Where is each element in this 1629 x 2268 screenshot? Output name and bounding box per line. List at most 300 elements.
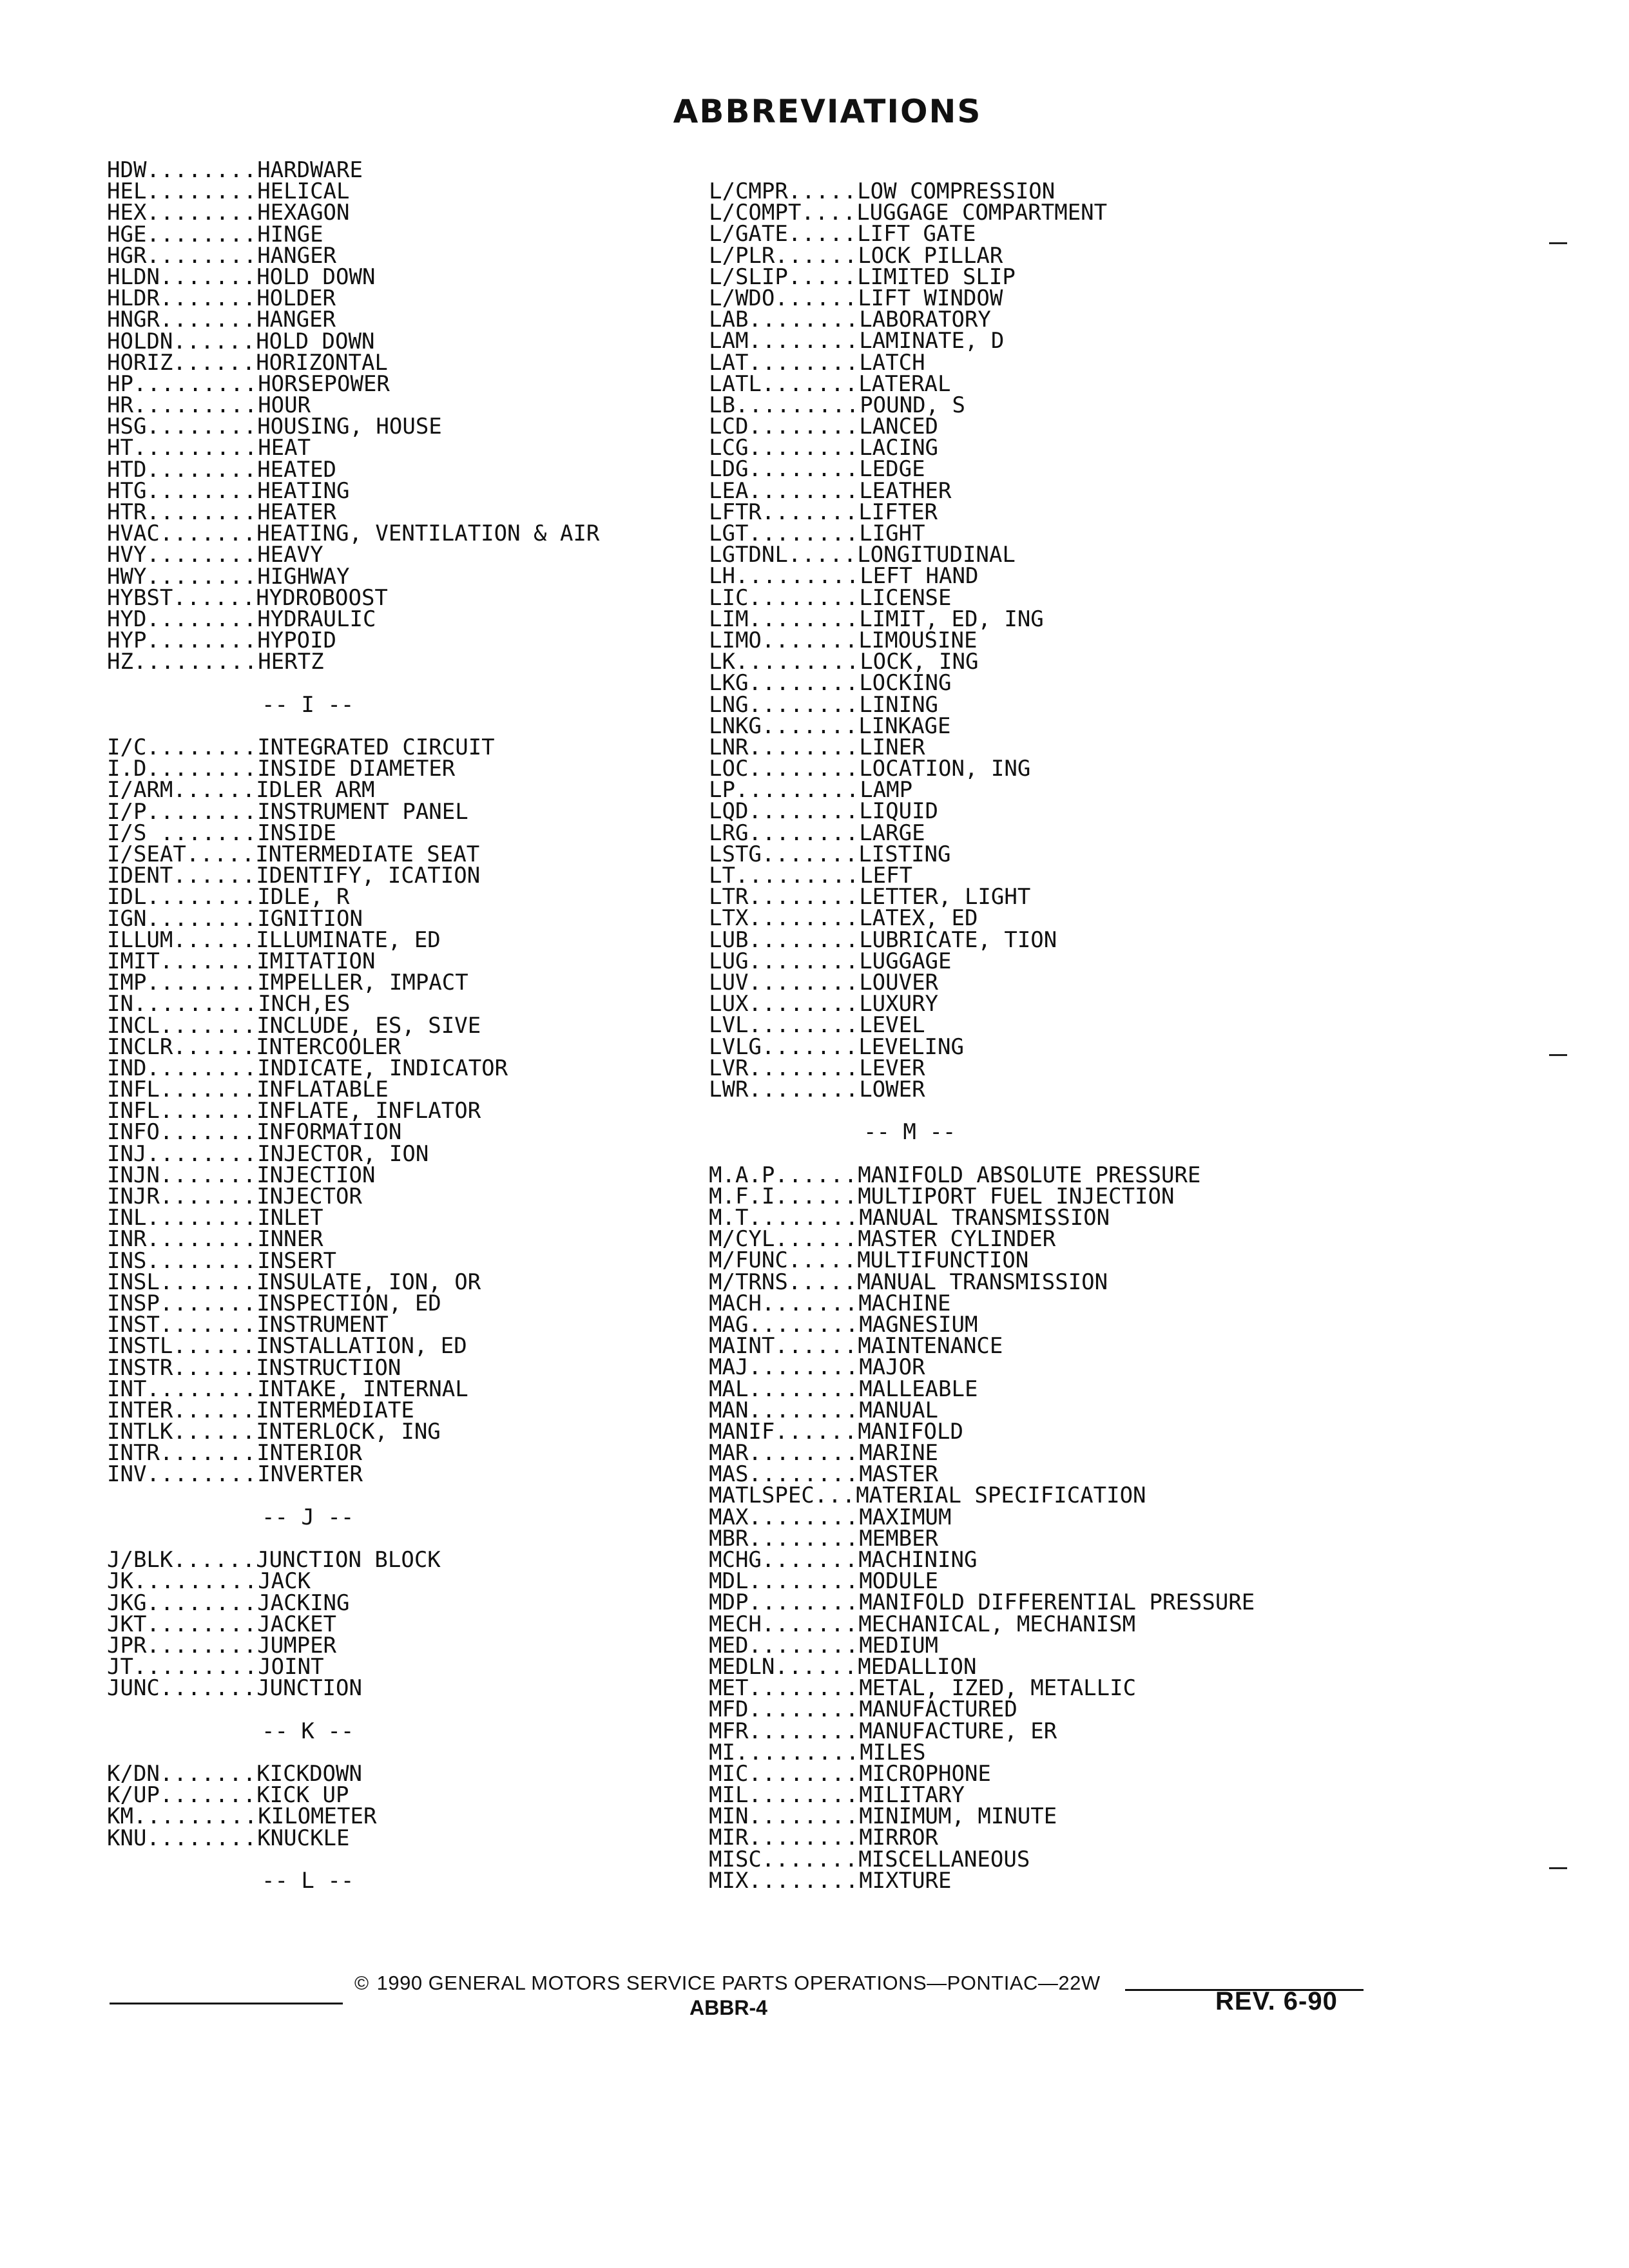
abbreviation-code: JKT (107, 1611, 147, 1637)
leader-dots: ....... (761, 1846, 859, 1872)
abbreviation-definition: INFLATE, INFLATOR (256, 1098, 481, 1124)
leader-dots: ........ (146, 456, 258, 483)
abbreviation-definition: MISCELLANEOUS (858, 1846, 1030, 1872)
abbreviation-definition: LOCK PILLAR (858, 242, 1003, 269)
leader-dots: ........ (748, 1525, 860, 1552)
abbreviation-code: INS (107, 1247, 147, 1274)
leader-dots: ........ (146, 1461, 258, 1488)
abbreviation-code: MECH (709, 1611, 762, 1637)
abbreviation-column-left (107, 157, 600, 1894)
abbreviation-definition: MASTER CYLINDER (858, 1226, 1056, 1253)
abbreviation-definition: INTEGRATED CIRCUIT (257, 735, 495, 761)
abbreviation-definition: INLET (257, 1205, 323, 1231)
abbreviation-definition: HANGER (257, 242, 337, 269)
leader-dots: ........ (146, 628, 258, 654)
abbreviation-definition: MAGNESIUM (859, 1311, 978, 1338)
abbreviation-code: M.A.P (709, 1162, 775, 1188)
leader-dots: ....... (761, 627, 859, 653)
abbreviation-code: M/CYL (709, 1226, 775, 1253)
leader-dots: ........ (748, 1825, 860, 1851)
abbreviation-definition: MIRROR (859, 1825, 939, 1851)
abbreviation-definition: INCLUDE, ES, SIVE (256, 1012, 481, 1039)
leader-dots: ...... (173, 349, 256, 376)
abbreviation-definition: LINING (859, 691, 939, 718)
abbreviation-definition: IMPELLER, IMPACT (257, 970, 468, 996)
abbreviation-code: LK (709, 649, 735, 675)
abbreviation-code: INL (107, 1205, 147, 1231)
abbreviation-definition: MALLEABLE (859, 1376, 978, 1402)
abbreviation-definition: LEATHER (859, 477, 952, 504)
abbreviation-code: M/FUNC (709, 1247, 788, 1274)
abbreviation-code: MIR (709, 1825, 749, 1851)
abbreviation-code: MANIF (709, 1418, 775, 1445)
abbreviation-entry (107, 1675, 599, 1702)
leader-dots: ....... (159, 1162, 257, 1188)
abbreviation-code: L/PLR (709, 242, 775, 269)
leader-dots: ......... (133, 435, 258, 461)
abbreviation-definition: LOCK, ING (860, 649, 979, 675)
leader-dots: ....... (761, 841, 859, 867)
abbreviation-code: LUV (709, 969, 749, 995)
abbreviation-definition: HANGER (256, 307, 336, 333)
abbreviation-code: INSTL (107, 1333, 173, 1360)
abbreviation-code: LAT (709, 349, 749, 376)
leader-dots: ....... (159, 1077, 257, 1103)
abbreviation-code: LEA (709, 477, 749, 504)
abbreviation-definition: HEATER (257, 499, 337, 525)
abbreviation-definition: LEFT (860, 863, 913, 889)
leader-dots: ...... (775, 1183, 858, 1209)
abbreviation-definition: MANUFACTURED (859, 1696, 1017, 1723)
abbreviation-entry (107, 1825, 599, 1851)
abbreviation-definition: HELICAL (257, 178, 350, 205)
abbreviation-code: LNG (709, 691, 749, 718)
abbreviation-code: J/BLK (107, 1547, 173, 1573)
leader-dots: ........ (146, 178, 258, 205)
leader-dots: ........ (748, 1675, 860, 1702)
abbreviation-definition: LARGE (859, 820, 925, 846)
abbreviation-definition: KNUCKLE (257, 1825, 350, 1851)
abbreviation-code: MACH (709, 1290, 762, 1316)
abbreviation-code: INV (107, 1461, 147, 1488)
leader-dots: ........ (748, 1376, 860, 1402)
abbreviation-code: LGT (709, 521, 749, 546)
abbreviation-code: MAJ (709, 1354, 749, 1381)
abbreviation-code: LDG (709, 456, 749, 483)
abbreviation-code: HLDN (107, 264, 160, 290)
abbreviation-definition: LOW COMPRESSION (857, 178, 1055, 204)
leader-dots: ........ (146, 1632, 258, 1658)
leader-dots: ........ (748, 307, 860, 333)
abbreviation-definition: LIGHT (859, 521, 925, 546)
abbreviation-definition: POUND, S (860, 392, 965, 418)
abbreviation-code: M.T (709, 1205, 749, 1231)
abbreviation-definition: JUNCTION BLOCK (256, 1547, 441, 1573)
abbreviation-code: LIMO (709, 627, 762, 653)
abbreviation-definition: INSTALLATION, ED (256, 1333, 467, 1360)
abbreviation-definition: LINKAGE (858, 713, 951, 739)
leader-dots: ......... (735, 863, 860, 889)
abbreviation-definition: INTAKE, INTERNAL (257, 1376, 468, 1402)
abbreviation-code: MED (709, 1632, 749, 1658)
section-header: -- M -- (863, 1119, 956, 1146)
section-header: -- J -- (262, 1504, 354, 1530)
abbreviation-code: IND (107, 1055, 147, 1081)
leader-dots: ....... (761, 713, 859, 739)
leader-dots: ....... (159, 285, 257, 312)
leader-dots: ...... (173, 1333, 256, 1360)
abbreviation-code: JPR (107, 1632, 147, 1658)
leader-dots: ....... (159, 1312, 257, 1338)
abbreviation-code: MIX (709, 1867, 749, 1894)
leader-dots: ........ (146, 1055, 258, 1081)
abbreviation-code: INT (107, 1376, 147, 1402)
leader-dots: ........ (748, 349, 860, 376)
abbreviation-code: MIN (709, 1803, 749, 1830)
abbreviation-definition: LONGITUDINAL (857, 542, 1016, 568)
leader-dots: ....... (761, 1290, 859, 1316)
leader-dots: ......... (133, 370, 258, 397)
section-header: -- L -- (262, 1868, 354, 1894)
abbreviation-definition: MANUAL (859, 1397, 939, 1423)
leader-dots: ........ (748, 991, 860, 1017)
abbreviation-definition: IMITATION (256, 948, 376, 974)
leader-dots: ........ (748, 1632, 860, 1658)
leader-dots: ........ (748, 734, 860, 760)
leader-dots: ....... (159, 1119, 257, 1146)
leader-dots: ........ (146, 1590, 258, 1616)
leader-dots: ........ (748, 670, 860, 697)
abbreviation-code: HTG (107, 477, 147, 504)
abbreviation-definition: INCH,ES (258, 991, 351, 1017)
leader-dots: ........ (748, 1076, 860, 1102)
leader-dots: ..... (186, 841, 256, 867)
abbreviation-code: LSTG (709, 841, 762, 867)
abbreviation-definition: LIQUID (859, 798, 939, 825)
abbreviation-definition: HOUR (258, 392, 311, 419)
leader-dots: ........ (146, 884, 258, 910)
abbreviation-code: HGE (107, 221, 147, 247)
leader-dots: ........ (748, 969, 860, 995)
abbreviation-code: HWY (107, 563, 147, 590)
leader-dots: ........ (146, 242, 258, 269)
abbreviation-definition: HYPOID (257, 628, 337, 654)
abbreviation-code: LVL (709, 1012, 749, 1039)
abbreviation-definition: MECHANICAL, MECHANISM (858, 1611, 1136, 1637)
abbreviation-code: M.F.I (709, 1183, 775, 1209)
abbreviation-code: HZ (107, 649, 133, 675)
abbreviation-definition: LIFTER (858, 499, 938, 525)
abbreviation-definition: INNER (257, 1226, 323, 1253)
abbreviation-definition: MULTIFUNCTION (857, 1247, 1029, 1274)
abbreviation-definition: INFLATABLE (256, 1077, 389, 1103)
abbreviation-code: INSP (107, 1290, 160, 1316)
leader-dots: ....... (159, 264, 257, 290)
abbreviation-code: INFL (107, 1077, 160, 1103)
abbreviation-definition: INSPECTION, ED (256, 1290, 441, 1316)
abbreviation-definition: LEVER (859, 1055, 925, 1081)
abbreviation-definition: MINIMUM, MINUTE (859, 1803, 1057, 1830)
abbreviation-definition: HINGE (257, 221, 323, 247)
margin-mark (1549, 242, 1567, 244)
abbreviation-definition: MANIFOLD (858, 1418, 963, 1445)
abbreviation-code: HR (107, 392, 133, 419)
abbreviation-code: IMP (107, 970, 147, 996)
abbreviation-definition: LUGGAGE (859, 948, 952, 974)
leader-dots: ........ (748, 1055, 860, 1081)
leader-dots: ........ (146, 1611, 258, 1637)
leader-dots: ......... (735, 777, 860, 803)
abbreviation-definition: HYDRAULIC (257, 606, 376, 632)
abbreviation-code: IN (107, 991, 133, 1017)
abbreviation-code: INSL (107, 1269, 160, 1295)
abbreviation-code: LOC (709, 756, 749, 782)
leader-dots: ...... (173, 927, 256, 953)
abbreviation-code: I/ARM (107, 777, 173, 803)
abbreviation-code: HORIZ (107, 349, 173, 376)
abbreviation-code: HEX (107, 200, 147, 226)
abbreviation-definition: KICK UP (256, 1782, 349, 1809)
leader-dots: ........ (146, 735, 258, 761)
abbreviation-code: INSTR (107, 1354, 173, 1381)
abbreviation-definition: MULTIPORT FUEL INJECTION (858, 1183, 1175, 1209)
leader-dots: ....... (146, 820, 258, 846)
leader-dots: ......... (133, 1654, 258, 1680)
abbreviation-definition: INJECTOR, ION (257, 1140, 429, 1167)
abbreviation-definition: LABORATORY (859, 307, 991, 333)
abbreviation-code: IMIT (107, 948, 160, 974)
leader-dots: ........ (748, 1803, 860, 1830)
leader-dots: ........ (748, 1590, 860, 1616)
abbreviation-definition: LANCED (859, 414, 939, 440)
margin-mark (1549, 1867, 1567, 1869)
abbreviation-definition: JACKING (257, 1590, 350, 1616)
abbreviation-definition: MATERIAL SPECIFICATION (856, 1483, 1146, 1509)
leader-dots: ........ (146, 157, 258, 183)
leader-dots: ....... (159, 1290, 257, 1316)
abbreviation-code: IGN (107, 905, 147, 932)
leader-dots: ........ (748, 1568, 860, 1595)
abbreviation-definition: LACING (859, 435, 939, 461)
abbreviation-code: HTR (107, 499, 147, 525)
abbreviation-code: MI (709, 1739, 735, 1765)
abbreviation-definition: KICKDOWN (256, 1761, 362, 1787)
abbreviation-code: MBR (709, 1525, 749, 1552)
abbreviation-code: LNR (709, 734, 749, 760)
leader-dots: ......... (735, 649, 860, 675)
copyright-notice (354, 1972, 1101, 1995)
abbreviation-code: L/GATE (709, 221, 788, 247)
abbreviation-code: HSG (107, 414, 147, 440)
leader-dots: ........ (748, 435, 860, 461)
abbreviation-definition: INSTRUMENT (256, 1312, 389, 1338)
abbreviation-code: I/SEAT (107, 841, 186, 867)
abbreviation-code: LNKG (709, 713, 762, 739)
leader-dots: ......... (133, 1803, 258, 1830)
abbreviation-code: INJR (107, 1184, 160, 1209)
leader-dots: ...... (775, 1418, 858, 1445)
abbreviation-definition: METAL, IZED, METALLIC (859, 1675, 1137, 1702)
abbreviation-definition: HIGHWAY (257, 563, 350, 590)
leader-dots: ....... (761, 499, 859, 525)
abbreviation-definition: HARDWARE (257, 157, 363, 183)
abbreviation-code: HVAC (107, 521, 160, 547)
abbreviation-definition: LIMITED SLIP (857, 264, 1016, 290)
abbreviation-code: LWR (709, 1076, 749, 1102)
leader-dots: ......... (735, 563, 860, 590)
leader-dots: ........ (748, 1504, 860, 1530)
abbreviation-code: INTER (107, 1397, 173, 1423)
abbreviation-code: HTD (107, 456, 147, 483)
abbreviation-definition: MASTER (859, 1461, 939, 1488)
abbreviation-code: IDL (107, 884, 147, 910)
abbreviation-definition: HEAT (258, 435, 311, 461)
abbreviation-definition: JOINT (258, 1654, 324, 1680)
section-header: -- I -- (262, 691, 354, 718)
leader-dots: .... (801, 200, 857, 226)
abbreviation-code: K/DN (107, 1761, 160, 1787)
leader-dots: ........ (748, 1782, 860, 1809)
leader-dots: ........ (748, 905, 860, 932)
leader-dots: ..... (787, 178, 858, 204)
leader-dots: ........ (748, 328, 860, 354)
leader-dots: ........ (146, 1226, 258, 1253)
leader-dots: ........ (748, 414, 860, 440)
leader-dots: ....... (159, 1675, 257, 1702)
leader-dots: ........ (146, 970, 258, 996)
leader-dots: ....... (159, 1184, 257, 1209)
leader-dots: ........ (748, 1354, 860, 1381)
leader-dots: ........ (146, 1205, 258, 1231)
abbreviation-code: HEL (107, 178, 147, 205)
abbreviation-definition: LEVEL (859, 1012, 925, 1039)
abbreviation-code: LGTDNL (709, 542, 788, 568)
abbreviation-definition: MAXIMUM (859, 1504, 952, 1530)
abbreviation-definition: HOLD DOWN (256, 328, 375, 354)
abbreviation-definition: HEXAGON (257, 200, 350, 226)
leader-dots: ........ (748, 756, 860, 782)
abbreviation-definition: LOCKING (859, 670, 952, 697)
abbreviation-definition: HEATING, VENTILATION & AIR (256, 521, 600, 547)
leader-dots: ...... (173, 1033, 256, 1060)
abbreviation-code: MAINT (709, 1333, 775, 1360)
abbreviation-definition: LOWER (859, 1076, 925, 1102)
leader-dots: ........ (146, 905, 258, 932)
abbreviation-code: LUB (709, 927, 749, 953)
leader-dots: ....... (761, 1033, 859, 1060)
abbreviation-definition: LISTING (858, 841, 951, 867)
abbreviation-code: LRG (709, 820, 749, 846)
leader-dots: ........ (146, 1376, 258, 1402)
abbreviation-code: JK (107, 1568, 133, 1595)
abbreviation-definition: HEAVY (257, 542, 323, 568)
abbreviation-definition: MANIFOLD ABSOLUTE PRESSURE (858, 1162, 1201, 1188)
abbreviation-definition: LIFT WINDOW (858, 285, 1003, 311)
abbreviation-code: MAG (709, 1311, 749, 1338)
leader-dots: ......... (133, 1568, 258, 1595)
abbreviation-code: MCHG (709, 1547, 762, 1573)
leader-dots: ........ (748, 948, 860, 974)
page-number: ABBR-4 (689, 1996, 767, 2019)
abbreviation-code: MFD (709, 1696, 749, 1723)
revision-label: REV. 6-90 (1215, 1987, 1338, 2015)
spacer (107, 1486, 599, 1507)
abbreviation-code: LQD (709, 798, 749, 825)
copyright-symbol: © (354, 1973, 369, 1994)
abbreviation-definition: MANUFACTURE, ER (859, 1718, 1057, 1744)
leader-dots: ....... (159, 1782, 257, 1809)
abbreviation-code: M/TRNS (709, 1269, 788, 1295)
leader-dots: ........ (748, 1760, 860, 1787)
leader-dots: ........ (748, 1867, 860, 1894)
abbreviation-definition: MODULE (859, 1568, 939, 1595)
abbreviation-definition: IDLER ARM (256, 777, 375, 803)
abbreviation-code: LIM (709, 606, 749, 632)
abbreviation-definition: IDLE, R (257, 884, 350, 910)
leader-dots: ....... (761, 1547, 859, 1573)
abbreviation-definition: KILOMETER (258, 1803, 377, 1830)
abbreviation-code: HOLDN (107, 328, 173, 354)
abbreviation-definition: MEDALLION (858, 1653, 977, 1680)
abbreviation-definition: LINER (859, 734, 925, 760)
abbreviation-code: HLDR (107, 285, 160, 312)
leader-dots: ........ (748, 477, 860, 504)
abbreviation-definition: IDENTIFY, ICATION (256, 863, 481, 889)
leader-dots: ........ (748, 606, 860, 632)
leader-dots: ...... (173, 1419, 256, 1445)
abbreviation-definition: HYDROBOOST (256, 584, 388, 611)
abbreviation-definition: MAINTENANCE (858, 1333, 1003, 1360)
leader-dots: ..... (787, 1247, 858, 1274)
leader-dots: ....... (159, 307, 257, 333)
leader-dots: ........ (146, 221, 258, 247)
abbreviation-definition: INTERMEDIATE (256, 1397, 414, 1423)
abbreviation-definition: MACHINE (858, 1290, 951, 1316)
leader-dots: ...... (775, 1333, 858, 1360)
abbreviation-definition: LAMINATE, D (859, 328, 1005, 354)
abbreviation-code: LUX (709, 991, 749, 1017)
abbreviation-code: MATLSPEC (709, 1483, 815, 1509)
leader-dots: ........ (146, 606, 258, 632)
abbreviation-definition: MICROPHONE (859, 1760, 991, 1787)
abbreviation-definition: INJECTION (256, 1162, 376, 1188)
abbreviation-code: MISC (709, 1846, 762, 1872)
abbreviation-code: HYBST (107, 584, 173, 611)
abbreviation-definition: MACHINING (858, 1547, 978, 1573)
abbreviation-code: I.D (107, 756, 147, 782)
abbreviation-definition: LAMP (860, 777, 913, 803)
abbreviation-code: LTX (709, 905, 749, 932)
abbreviation-code: JT (107, 1654, 133, 1680)
abbreviation-definition: JUMPER (257, 1632, 337, 1658)
abbreviation-code: JKG (107, 1590, 147, 1616)
abbreviation-entry (107, 1461, 599, 1488)
abbreviation-code: LH (709, 563, 735, 590)
abbreviation-definition: INSIDE (257, 820, 337, 846)
abbreviation-code: HVY (107, 542, 147, 568)
leader-dots: ....... (761, 1611, 859, 1637)
leader-dots: ...... (173, 1547, 256, 1573)
spacer (709, 1100, 1255, 1122)
leader-dots: ......... (133, 991, 258, 1017)
abbreviation-code: LIC (709, 584, 749, 611)
abbreviation-code: LVR (709, 1055, 749, 1081)
abbreviation-code: L/SLIP (709, 264, 788, 290)
abbreviation-definition: JACK (258, 1568, 311, 1595)
abbreviation-code: MIL (709, 1782, 749, 1809)
abbreviation-definition: LUXURY (859, 991, 939, 1017)
abbreviation-code: LCG (709, 435, 749, 461)
